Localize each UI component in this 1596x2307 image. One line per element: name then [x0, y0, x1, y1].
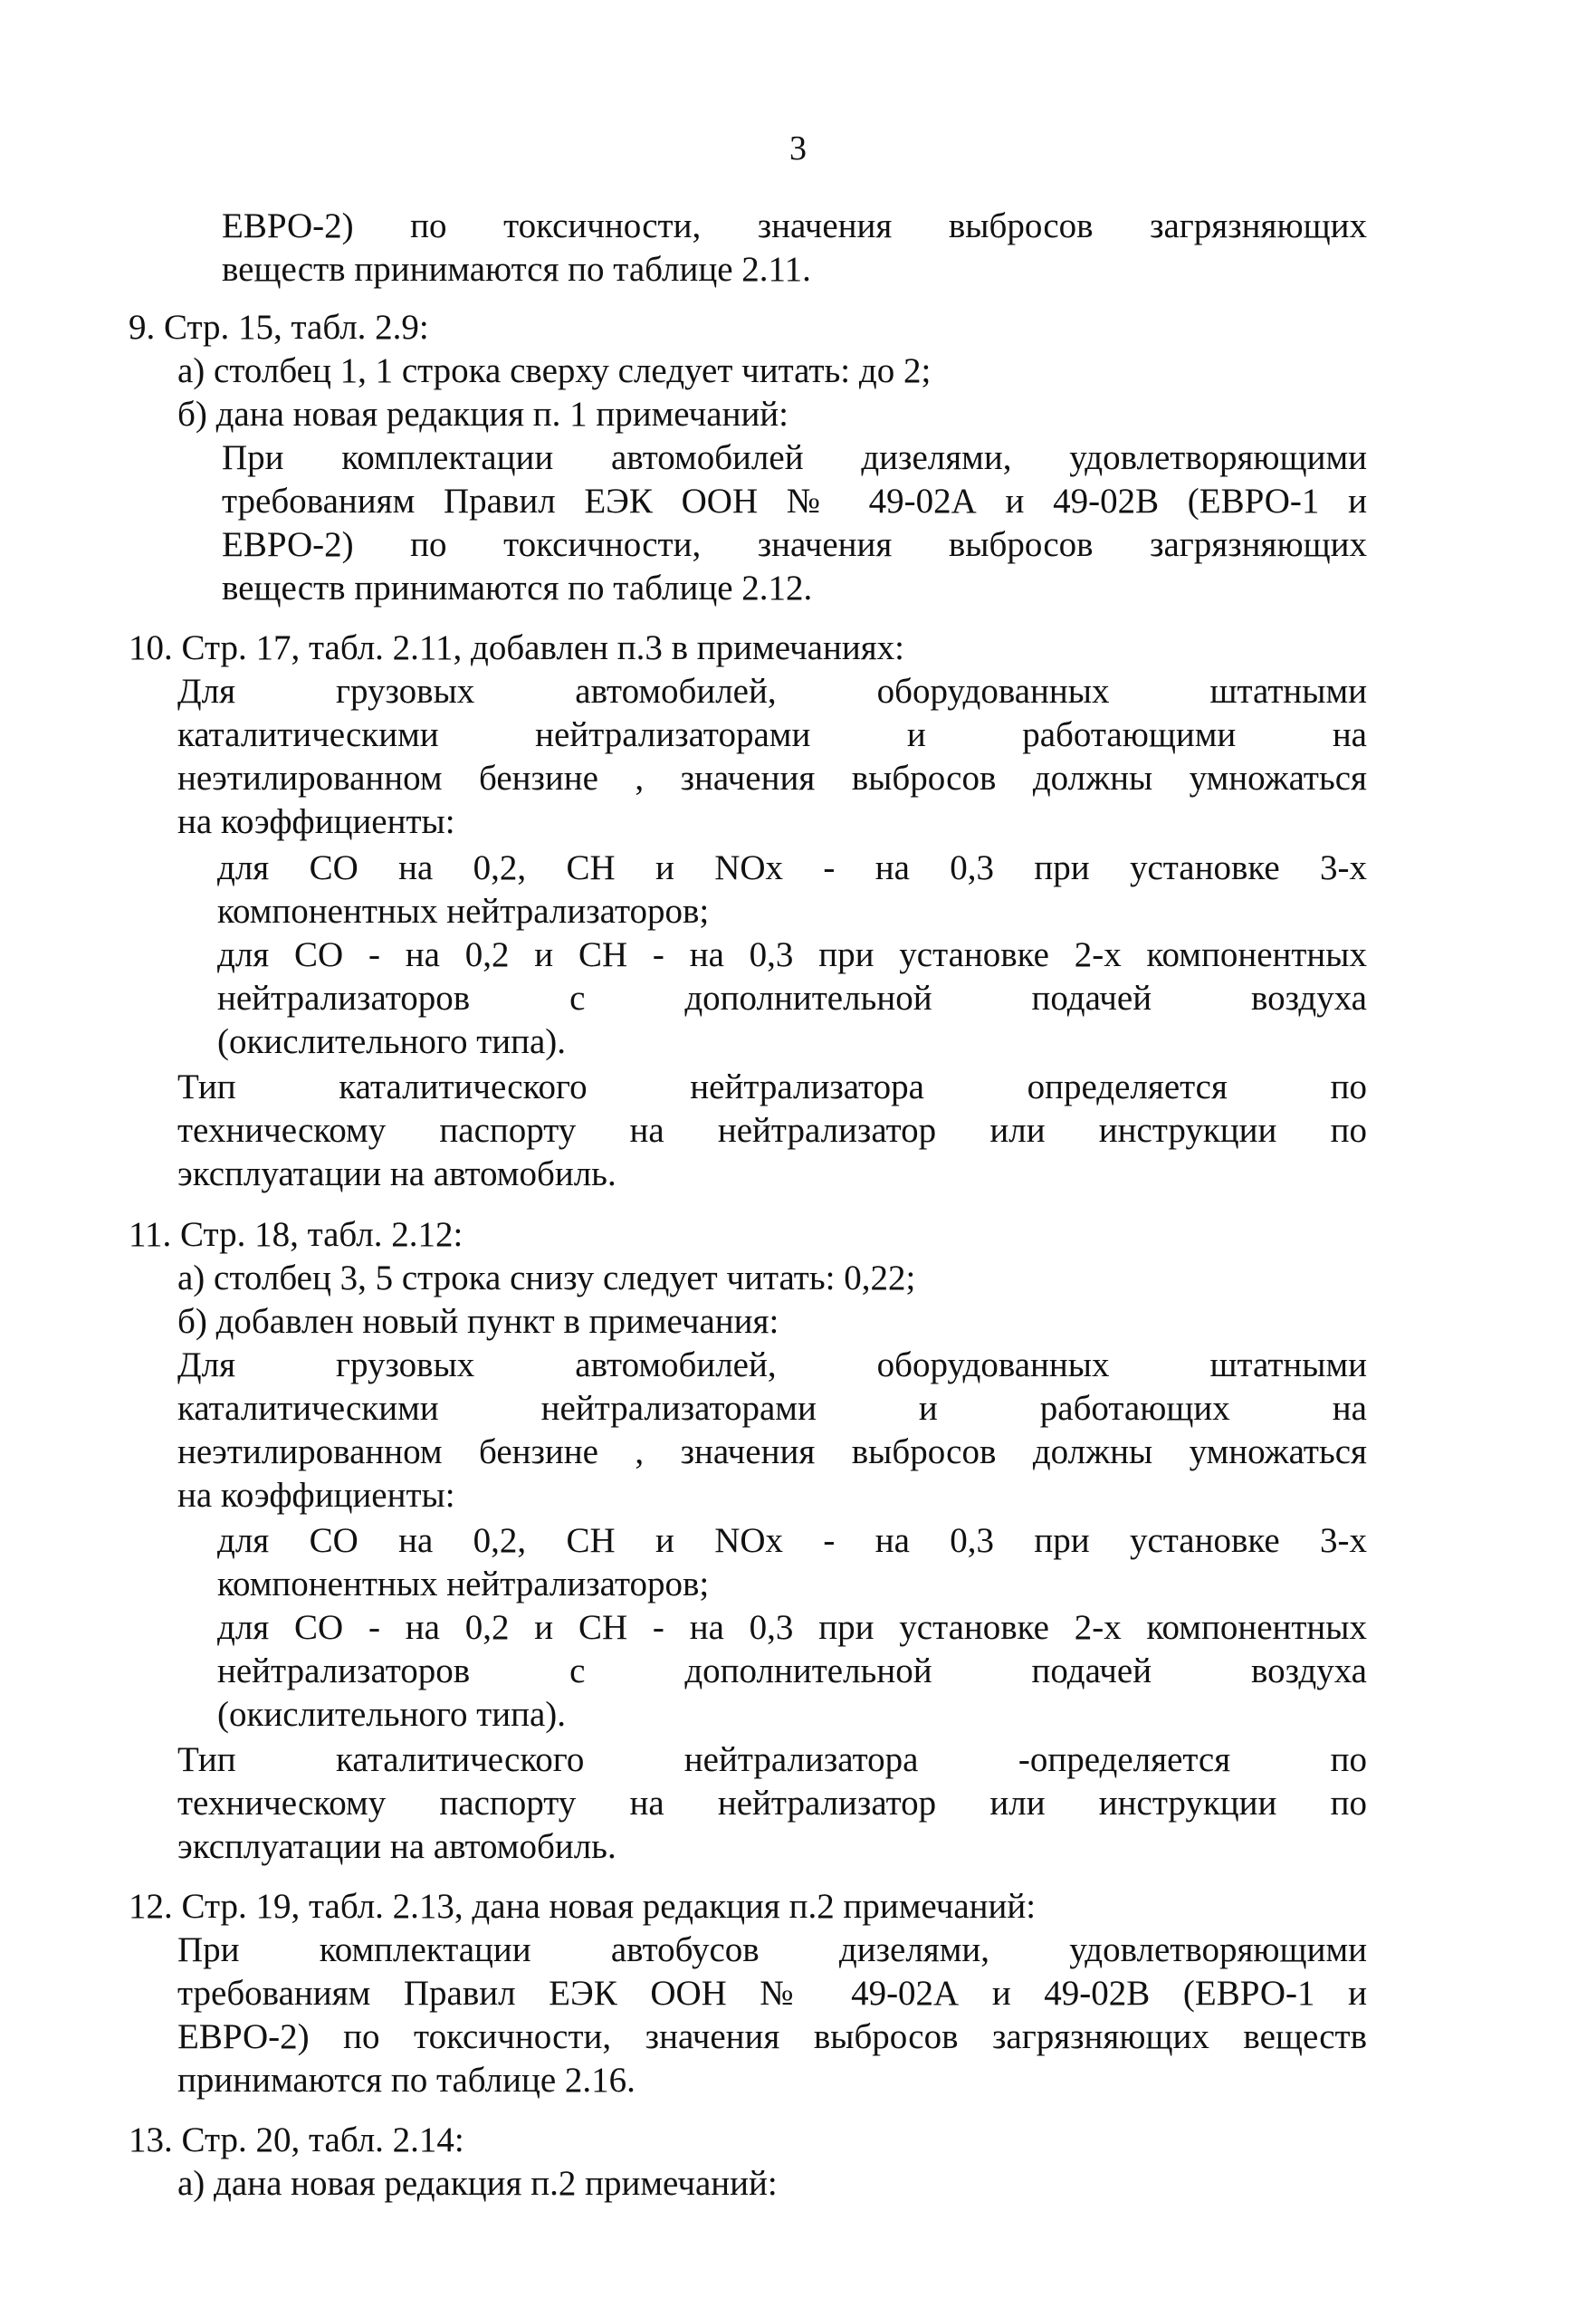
item-9-note-line: веществ принимаются по таблице 2.12. [222, 569, 813, 608]
item-10-coef-line: (окислительного типа). [217, 1022, 567, 1061]
item-11-type-line: техническому паспорту на нейтрализатор или инструкции по [177, 1784, 1367, 1823]
item-11-coef-line: для СО - на 0,2 и СН - на 0,3 при установке 2-х компонентных [217, 1608, 1367, 1647]
item-11-b: б) добавлен новый пункт в примечания: [177, 1302, 779, 1341]
item-10-type-line: Тип каталитического нейтрализатора определяется по [177, 1067, 1367, 1106]
item-10-para-line: на коэффициенты: [177, 802, 455, 841]
item-12-note-line: принимаются по таблице 2.16. [177, 2061, 636, 2100]
item-13-heading: 13. Стр. 20, табл. 2.14: [129, 2120, 464, 2159]
item-10-type-line: техническому паспорту на нейтрализатор или инструкции по [177, 1111, 1367, 1150]
item-10-para-line: неэтилированном бензине , значения выбросов должны умножаться [177, 759, 1367, 798]
item-12-heading: 12. Стр. 19, табл. 2.13, дана новая редакция п.2 примечаний: [129, 1887, 1037, 1926]
item-12-note-line: При комплектации автобусов дизелями, удовлетворяющими [177, 1930, 1367, 1969]
item-10-type-line: эксплуатации на автомобиль. [177, 1154, 616, 1193]
item-11-para-line: Для грузовых автомобилей, оборудованных штатными [177, 1345, 1367, 1384]
item-10-coef-line: для СО - на 0,2 и СН - на 0,3 при установке 2-х компонентных [217, 935, 1367, 974]
item-11-type-line: Тип каталитического нейтрализатора -определяется по [177, 1740, 1367, 1779]
page-number: 3 [789, 129, 807, 168]
item-9-note-line: требованиям Правил ЕЭК ООН № 49-02А и 49-02В (ЕВРО-1 и [222, 482, 1367, 521]
item-10-coef-line: нейтрализаторов с дополнительной подачей воздуха [217, 979, 1367, 1018]
item-9-heading: 9. Стр. 15, табл. 2.9: [129, 308, 429, 347]
item-11-para-line: каталитическими нейтрализаторами и работающих на [177, 1389, 1367, 1428]
item-11-coef-line: компонентных нейтрализаторов; [217, 1565, 710, 1603]
item-9-a: а) столбец 1, 1 строка сверху следует читать: до 2; [177, 351, 932, 390]
item-12-note-line: требованиям Правил ЕЭК ООН № 49-02А и 49-02В (ЕВРО-1 и [177, 1974, 1367, 2013]
item-12-note-line: ЕВРО-2) по токсичности, значения выбросов загрязняющих веществ [177, 2017, 1367, 2056]
item-9-b: б) дана новая редакция п. 1 примечаний: [177, 395, 789, 434]
item-11-para-line: на коэффициенты: [177, 1476, 455, 1515]
item-11-coef-line: для СО на 0,2, СН и NOx - на 0,3 при установке 3-х [217, 1521, 1367, 1560]
item-10-coef-line: компонентных нейтрализаторов; [217, 892, 710, 931]
item-9-note-line: При комплектации автомобилей дизелями, удовлетворяющими [222, 438, 1367, 477]
item-10-para-line: каталитическими нейтрализаторами и работающими на [177, 715, 1367, 754]
body-line: веществ принимаются по таблице 2.11. [222, 250, 811, 289]
item-11-heading: 11. Стр. 18, табл. 2.12: [129, 1215, 464, 1254]
item-10-coef-line: для СО на 0,2, СН и NOx - на 0,3 при установке 3-х [217, 848, 1367, 887]
body-line: ЕВРО-2) по токсичности, значения выбросов загрязняющих [222, 206, 1367, 245]
item-11-para-line: неэтилированном бензине , значения выбросов должны умножаться [177, 1432, 1367, 1471]
item-10-heading: 10. Стр. 17, табл. 2.11, добавлен п.3 в примечаниях: [129, 628, 905, 667]
item-13-a: а) дана новая редакция п.2 примечаний: [177, 2164, 778, 2203]
item-9-note-line: ЕВРО-2) по токсичности, значения выбросов загрязняющих [222, 525, 1367, 564]
item-11-coef-line: (окислительного типа). [217, 1695, 567, 1734]
item-10-para-line: Для грузовых автомобилей, оборудованных штатными [177, 672, 1367, 711]
item-11-a: а) столбец 3, 5 строка снизу следует читать: 0,22; [177, 1259, 916, 1297]
item-11-coef-line: нейтрализаторов с дополнительной подачей воздуха [217, 1651, 1367, 1690]
item-11-type-line: эксплуатации на автомобиль. [177, 1827, 616, 1866]
